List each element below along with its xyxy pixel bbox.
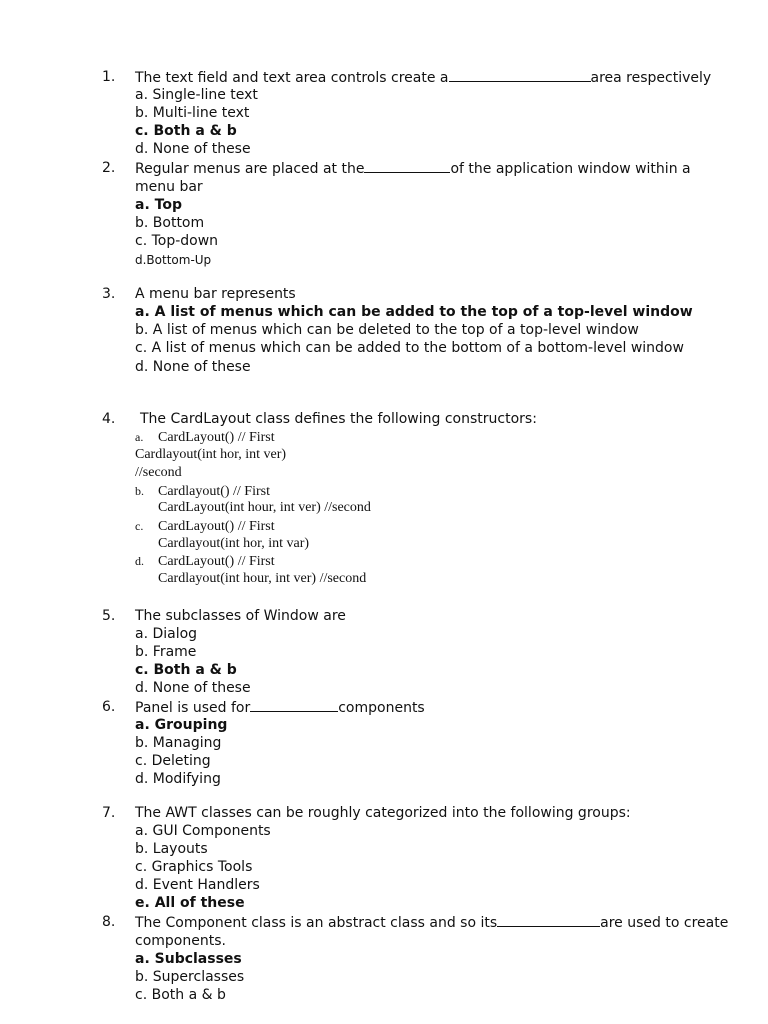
option: c. Both a & b xyxy=(135,987,226,1003)
question-stem: The subclasses of Window are xyxy=(135,608,346,624)
code-line: Cardlayout() // First xyxy=(158,484,270,499)
option: d. None of these xyxy=(135,680,251,696)
option: b. Superclasses xyxy=(135,969,245,985)
question-number: 3. xyxy=(102,286,116,302)
option: d.Bottom-Up xyxy=(135,253,212,267)
code-line: Cardlayout(int hor, int ver) xyxy=(135,447,287,462)
code-line: Cardlayout(int hor, int var) xyxy=(158,536,310,551)
option: d. Event Handlers xyxy=(135,877,260,893)
option: a. Single-line text xyxy=(135,87,258,103)
stem-text: components xyxy=(338,700,425,716)
question-stem xyxy=(135,159,691,177)
question-number: 6. xyxy=(102,699,116,715)
option: b. Managing xyxy=(135,735,222,751)
option: b. Bottom xyxy=(135,215,205,231)
option: a. Dialog xyxy=(135,626,198,642)
question-number: 2. xyxy=(102,160,116,176)
question-stem xyxy=(135,68,711,86)
question-number: 5. xyxy=(102,608,116,624)
code-line: CardLayout() // First xyxy=(158,430,275,445)
question-number: 7. xyxy=(102,805,116,821)
code-line: CardLayout() // First xyxy=(158,554,275,569)
code-line: Cardlayout(int hour, int ver) //second xyxy=(158,571,367,586)
stem-text: The Component class is an abstract class and so its xyxy=(135,915,498,931)
option xyxy=(135,482,270,500)
code-line: CardLayout(int hour, int ver) //second xyxy=(158,500,371,515)
option: b. A list of menus which can be deleted to the top of a top-level window xyxy=(135,322,639,338)
option xyxy=(135,517,275,535)
correct-option: a. Top xyxy=(135,197,182,213)
option: a. GUI Components xyxy=(135,823,271,839)
stem-text: of the application window within a xyxy=(450,161,691,177)
question-stem: A menu bar represents xyxy=(135,286,296,302)
code-line: //second xyxy=(135,465,182,480)
option: b. Frame xyxy=(135,644,197,660)
option: c. A list of menus which can be added to the bottom of a bottom-level window xyxy=(135,340,684,356)
option-letter: c. xyxy=(135,519,144,533)
option: c. Graphics Tools xyxy=(135,859,253,875)
option-letter: d. xyxy=(135,554,144,568)
correct-option: a. Grouping xyxy=(135,717,228,733)
answer-blank xyxy=(449,68,591,82)
option: c. Deleting xyxy=(135,753,211,769)
option: b. Multi-line text xyxy=(135,105,250,121)
option: d. None of these xyxy=(135,359,251,375)
code-line: CardLayout() // First xyxy=(158,519,275,534)
question-stem-continued: menu bar xyxy=(135,179,203,195)
correct-option: a. Subclasses xyxy=(135,951,242,967)
correct-option: c. Both a & b xyxy=(135,662,237,678)
stem-text: are used to create xyxy=(600,915,729,931)
question-stem-continued: components. xyxy=(135,933,226,949)
option: d. Modifying xyxy=(135,771,221,787)
option: c. Top-down xyxy=(135,233,219,249)
option xyxy=(135,552,275,570)
answer-blank xyxy=(497,913,600,927)
question-number: 4. xyxy=(102,411,116,427)
question-number: 1. xyxy=(102,69,116,85)
stem-text: area respectively xyxy=(590,70,712,86)
option-letter: b. xyxy=(135,484,144,498)
question-number: 8. xyxy=(102,914,116,930)
stem-text: Regular menus are placed at the xyxy=(135,161,365,177)
question-stem xyxy=(135,913,728,931)
option xyxy=(135,428,275,446)
correct-option: c. Both a & b xyxy=(135,123,237,139)
correct-option: a. A list of menus which can be added to the top of a top-level window xyxy=(135,304,693,320)
correct-option: e. All of these xyxy=(135,895,245,911)
stem-text: Panel is used for xyxy=(135,700,251,716)
answer-blank xyxy=(250,698,338,712)
option: b. Layouts xyxy=(135,841,208,857)
stem-text: The text field and text area controls create a xyxy=(135,70,449,86)
answer-blank xyxy=(364,159,450,173)
question-stem xyxy=(135,698,425,716)
option: d. None of these xyxy=(135,141,251,157)
question-stem: The CardLayout class defines the following constructors: xyxy=(140,411,537,427)
question-stem: The AWT classes can be roughly categorized into the following groups: xyxy=(135,805,631,821)
option-letter: a. xyxy=(135,430,144,444)
